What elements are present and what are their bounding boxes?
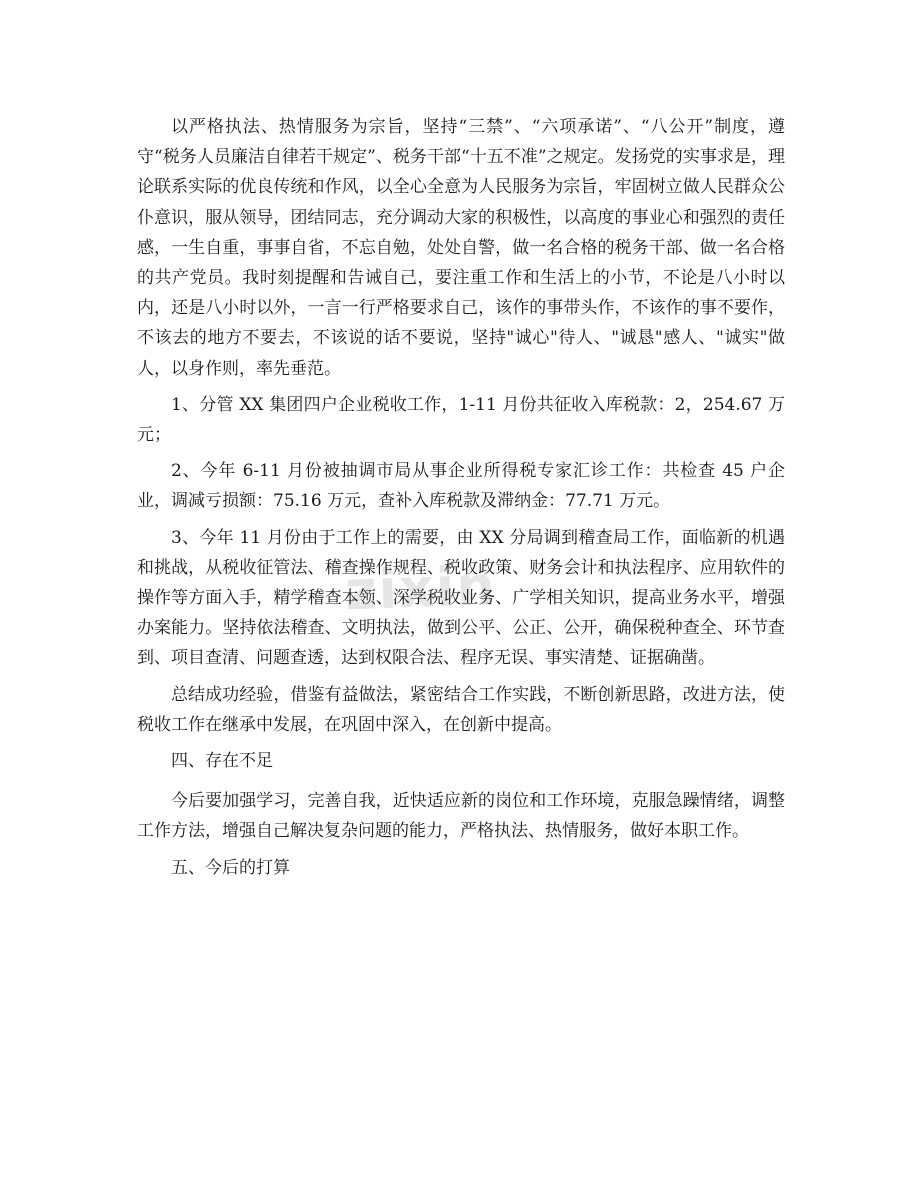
paragraph-item-1: 1、分管 XX 集团四户企业税收工作，1-11 月份共征收入库税款：2，254.67 万元； xyxy=(137,394,785,446)
paragraph-item-3: 3、今年 11 月份由于工作上的需要，由 XX 分局调到稽查局工作，面临新的机遇和挑战，从税收征管法、稽查操作规程、税收政策、财务会计和执法程序、应用软件的操作等方面入手，精学稽查本领、深学税收业务、广学相关知识，提高业务水平，增强办案能力。坚持依法稽查、文明执法，做到公平、公正、公开，确保税种查全、环节查到、项目查清、问题查透，达到权限合法、程序无误、事实清楚、证据确凿。 xyxy=(137,527,785,669)
paragraph-item-2: 2、今年 6-11 月份被抽调市局从事企业所得税专家汇诊工作：共检查 45 户企业，调减亏损额：75.16 万元，查补入库税款及滞纳金：77.71 万元。 xyxy=(137,461,785,512)
section-heading-shortcomings: 四、存在不足 xyxy=(171,751,273,772)
paragraph-summary: 总结成功经验，借鉴有益做法，紧密结合工作实践，不断创新思路，改进方法，使税收工作在继承中发展，在巩固中深入，在创新中提高。 xyxy=(137,684,785,735)
paragraph-conduct: 以严格执法、热情服务为宗旨，坚持“三禁”、“六项承诺”、“八公开”制度，遵守“税务人员廉洁自律若干规定”、税务干部“十五不准”之规定。发扬党的实事求是，理论联系实际的优良传统和作风，以全心全意为人民服务为宗旨，牢固树立做人民群众公仆意识，服从领导，团结同志，充分调动大家的积极性，以高度的事业心和强烈的责任感，一生自重，事事自省，不忘自勉，处处自警，做一名合格的税务干部、做一名合格的共产党员。我时刻提醒和告诫自己，要注重工作和生活上的小节，不论是八小时以内，还是八小时以外，一言一行严格要求自己，该作的事带头作，不该作的事不要作，不该去的地方不要去，不该说的话不要说，坚持"诚心"待人、"诚恳"感人、"诚实"做人，以身作则，率先垂范。 xyxy=(137,117,785,379)
paragraph-shortcomings: 今后要加强学习，完善自我，近快适应新的岗位和工作环境，克服急躁情绪，调整工作方法，增强自己解决复杂问题的能力，严格执法、热情服务，做好本职工作。 xyxy=(137,791,785,842)
section-heading-plans: 五、今后的打算 xyxy=(171,857,290,878)
document-body xyxy=(137,112,785,893)
watermark: zixin xyxy=(344,554,498,623)
